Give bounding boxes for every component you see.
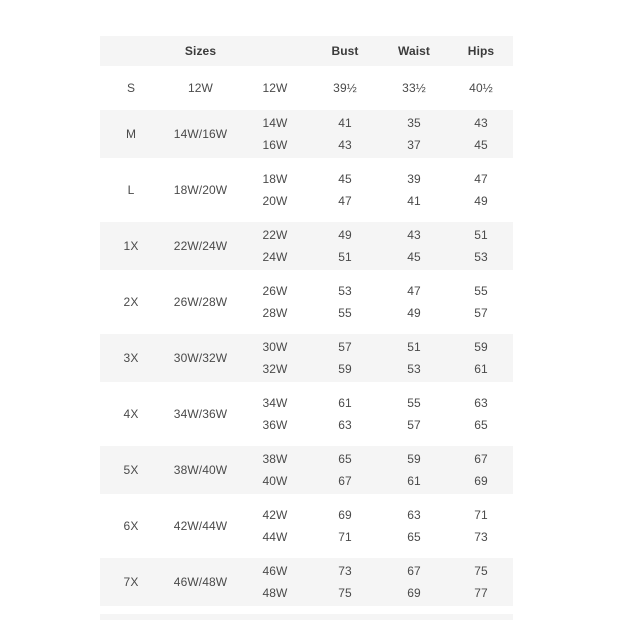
sub-sizes xyxy=(239,336,311,380)
header-waist: Waist xyxy=(397,44,431,58)
bust-values xyxy=(311,448,379,492)
sub-size: 14W xyxy=(262,116,288,130)
hips-value: 75 xyxy=(474,564,488,578)
bust-value: 63 xyxy=(338,418,352,432)
header-hips: Hips xyxy=(467,44,495,58)
sub-sizes xyxy=(239,448,311,492)
waist-values xyxy=(379,448,449,492)
sub-sizes xyxy=(239,392,311,436)
size-label: 1X xyxy=(123,239,139,253)
sub-size: 20W xyxy=(262,194,288,208)
sub-size: 24W xyxy=(262,250,288,264)
hips-values xyxy=(449,168,513,212)
waist-value: 61 xyxy=(407,474,421,488)
waist-value: 35 xyxy=(407,116,421,130)
bust-value: 65 xyxy=(338,452,352,466)
table-row-7x xyxy=(100,558,513,606)
sub-size: 22W xyxy=(262,228,288,242)
bust-value: 61 xyxy=(338,396,352,410)
bust-value: 71 xyxy=(338,530,352,544)
table-row-3x xyxy=(100,334,513,382)
hips-value: 65 xyxy=(474,418,488,432)
size-range: 46W/48W xyxy=(173,575,228,589)
table-row-2x xyxy=(100,278,513,326)
bust-value: 57 xyxy=(338,340,352,354)
size-range: 12W xyxy=(188,81,213,95)
hips-value: 71 xyxy=(474,508,488,522)
bust-value: 45 xyxy=(338,172,352,186)
bust-value: 39½ xyxy=(333,81,357,95)
size-range: 22W/24W xyxy=(173,239,228,253)
hips-values xyxy=(449,392,513,436)
hips-values xyxy=(449,504,513,548)
sub-sizes xyxy=(239,504,311,548)
waist-value: 51 xyxy=(407,340,421,354)
header-sizes: Sizes xyxy=(184,44,217,58)
hips-value: 67 xyxy=(474,452,488,466)
hips-value: 45 xyxy=(474,138,488,152)
size-label: 3X xyxy=(123,351,139,365)
hips-value: 63 xyxy=(474,396,488,410)
waist-values xyxy=(379,560,449,604)
sub-sizes xyxy=(239,280,311,324)
waist-values xyxy=(379,504,449,548)
sub-sizes xyxy=(239,224,311,268)
hips-values xyxy=(449,448,513,492)
size-label: 2X xyxy=(123,295,139,309)
hips-value: 69 xyxy=(474,474,488,488)
waist-value: 41 xyxy=(407,194,421,208)
hips-value: 47 xyxy=(474,172,488,186)
hips-values xyxy=(449,224,513,268)
waist-value: 55 xyxy=(407,396,421,410)
bust-value: 59 xyxy=(338,362,352,376)
bust-value: 75 xyxy=(338,586,352,600)
sub-size: 16W xyxy=(262,138,288,152)
size-label: L xyxy=(127,183,135,197)
waist-value: 49 xyxy=(407,306,421,320)
waist-values xyxy=(379,224,449,268)
table-row-s xyxy=(100,74,513,102)
bust-value: 67 xyxy=(338,474,352,488)
size-range: 42W/44W xyxy=(173,519,228,533)
hips-values xyxy=(449,280,513,324)
hips-value: 59 xyxy=(474,340,488,354)
bust-value: 53 xyxy=(338,284,352,298)
hips-values xyxy=(449,112,513,156)
waist-value: 43 xyxy=(407,228,421,242)
sub-size: 30W xyxy=(262,340,288,354)
waist-value: 59 xyxy=(407,452,421,466)
waist-value: 47 xyxy=(407,284,421,298)
waist-values xyxy=(379,336,449,380)
size-label: 6X xyxy=(123,519,139,533)
size-range: 38W/40W xyxy=(173,463,228,477)
bust-values xyxy=(311,336,379,380)
waist-value: 65 xyxy=(407,530,421,544)
header-bust: Bust xyxy=(331,44,359,58)
sub-size: 34W xyxy=(262,396,288,410)
sub-size: 18W xyxy=(262,172,288,186)
hips-value: 49 xyxy=(474,194,488,208)
waist-value: 53 xyxy=(407,362,421,376)
sub-size: 44W xyxy=(262,530,288,544)
bust-value: 73 xyxy=(338,564,352,578)
waist-value: 45 xyxy=(407,250,421,264)
waist-values xyxy=(379,112,449,156)
table-row-l xyxy=(100,166,513,214)
table-header-row xyxy=(100,36,513,66)
size-range: 34W/36W xyxy=(173,407,228,421)
table-row-m xyxy=(100,110,513,158)
sub-sizes xyxy=(239,112,311,156)
bust-values xyxy=(311,224,379,268)
size-label: S xyxy=(126,81,136,95)
size-range: 26W/28W xyxy=(173,295,228,309)
sub-size: 42W xyxy=(262,508,288,522)
table-row-5x xyxy=(100,446,513,494)
hips-value: 57 xyxy=(474,306,488,320)
bust-value: 41 xyxy=(338,116,352,130)
size-range: 18W/20W xyxy=(173,183,228,197)
bust-value: 43 xyxy=(338,138,352,152)
waist-value: 67 xyxy=(407,564,421,578)
bust-value: 69 xyxy=(338,508,352,522)
table-row-4x xyxy=(100,390,513,438)
size-label: M xyxy=(125,127,137,141)
bust-values xyxy=(311,112,379,156)
waist-value: 63 xyxy=(407,508,421,522)
sub-size: 32W xyxy=(262,362,288,376)
bust-value: 47 xyxy=(338,194,352,208)
waist-value: 57 xyxy=(407,418,421,432)
hips-value: 73 xyxy=(474,530,488,544)
waist-values xyxy=(379,168,449,212)
sub-size: 46W xyxy=(262,564,288,578)
table-row-6x xyxy=(100,502,513,550)
waist-value: 69 xyxy=(407,586,421,600)
sub-size: 48W xyxy=(262,586,288,600)
size-chart-table xyxy=(100,36,513,620)
hips-value: 40½ xyxy=(469,81,493,95)
bust-values xyxy=(311,280,379,324)
size-range: 30W/32W xyxy=(173,351,228,365)
sub-size: 26W xyxy=(262,284,288,298)
hips-value: 51 xyxy=(474,228,488,242)
hips-value: 77 xyxy=(474,586,488,600)
sub-sizes xyxy=(239,560,311,604)
bust-value: 51 xyxy=(338,250,352,264)
sub-size: 36W xyxy=(262,418,288,432)
sub-size: 28W xyxy=(262,306,288,320)
hips-value: 61 xyxy=(474,362,488,376)
waist-values xyxy=(379,280,449,324)
waist-values xyxy=(379,392,449,436)
hips-value: 53 xyxy=(474,250,488,264)
hips-value: 55 xyxy=(474,284,488,298)
hips-values xyxy=(449,560,513,604)
bust-values xyxy=(311,392,379,436)
sub-size: 38W xyxy=(262,452,288,466)
size-label: 7X xyxy=(123,575,139,589)
hips-values xyxy=(449,336,513,380)
sub-size: 12W xyxy=(262,81,288,95)
hips-value: 43 xyxy=(474,116,488,130)
size-label: 5X xyxy=(123,463,139,477)
sub-size: 40W xyxy=(262,474,288,488)
bust-value: 55 xyxy=(338,306,352,320)
waist-value: 37 xyxy=(407,138,421,152)
waist-value: 39 xyxy=(407,172,421,186)
table-row-1x xyxy=(100,222,513,270)
sub-sizes xyxy=(239,168,311,212)
clipped-next-row xyxy=(100,614,513,620)
size-label: 4X xyxy=(123,407,139,421)
bust-values xyxy=(311,504,379,548)
size-range: 14W/16W xyxy=(173,127,228,141)
waist-value: 33½ xyxy=(402,81,426,95)
bust-values xyxy=(311,560,379,604)
bust-value: 49 xyxy=(338,228,352,242)
bust-values xyxy=(311,168,379,212)
